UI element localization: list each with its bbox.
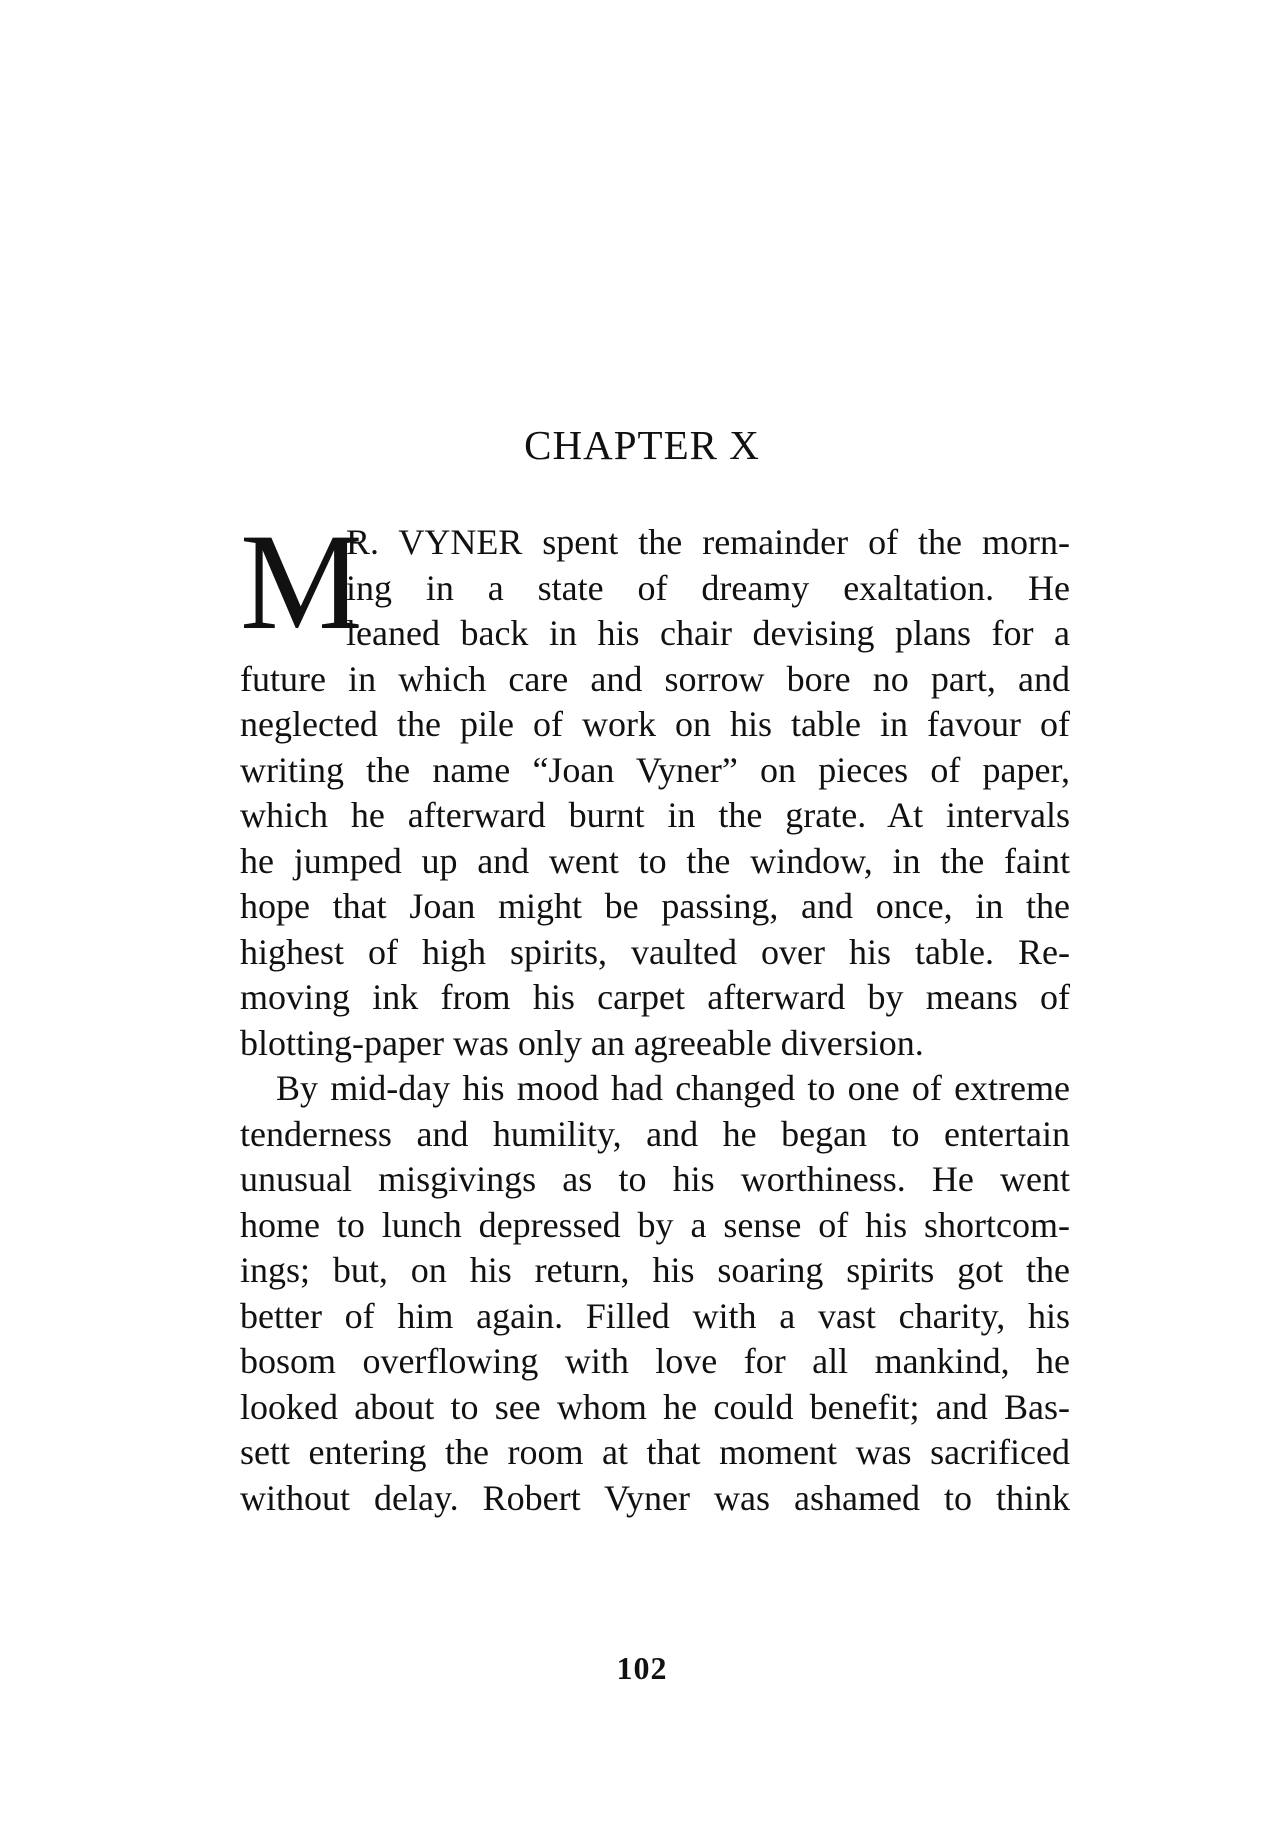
text-line: unusual misgivings as to his worthiness. He went	[240, 1159, 1070, 1199]
text-line: sett entering the room at that moment was sacrificed	[240, 1432, 1070, 1472]
text-line: better of him again. Filled with a vast charity, his	[240, 1295, 1070, 1336]
text-line: looked about to see whom he could benefit; and Bas-	[240, 1386, 1070, 1427]
text-line: leaned back in his chair devising plans for a	[346, 613, 1070, 653]
body-text	[240, 520, 1070, 1521]
text-line: which he afterward burnt in the grate. At intervals	[240, 795, 1070, 835]
chapter-heading: CHAPTER X	[524, 422, 760, 468]
text-line: he jumped up and went to the window, in the faint	[240, 840, 1070, 881]
text-line: writing the name “Joan Vyner” on pieces of paper,	[240, 749, 1070, 790]
text-line: blotting-paper was only an agreeable diversion.	[240, 1022, 924, 1063]
text-line: hope that Joan might be passing, and once, in the	[240, 886, 1070, 926]
text-line: ings; but, on his return, his soaring spirits got the	[240, 1250, 1070, 1290]
text-line: moving ink from his carpet afterward by means of	[240, 977, 1070, 1017]
text-line: highest of high spirits, vaulted over his table. Re-	[240, 931, 1070, 972]
text-line: R. VYNER spent the remainder of the morn-	[346, 522, 1070, 562]
text-line: neglected the pile of work on his table in favour of	[240, 704, 1070, 744]
paragraph-2	[240, 1066, 1070, 1521]
drop-cap: M	[240, 505, 363, 658]
text-line: home to lunch depressed by a sense of his shortcom-	[240, 1204, 1070, 1245]
text-line: without delay. Robert Vyner was ashamed to think	[240, 1477, 1070, 1518]
paragraph-1	[240, 520, 1070, 1066]
text-line: bosom overflowing with love for all mankind, he	[240, 1341, 1070, 1381]
text-line: ing in a state of dreamy exaltation. He	[346, 567, 1070, 608]
text-line: future in which care and sorrow bore no part, and	[240, 658, 1070, 699]
page-number: 102	[616, 1650, 668, 1686]
text-line: By mid-day his mood had changed to one of extreme	[276, 1068, 1070, 1108]
text-line: tenderness and humility, and he began to entertain	[240, 1113, 1070, 1154]
